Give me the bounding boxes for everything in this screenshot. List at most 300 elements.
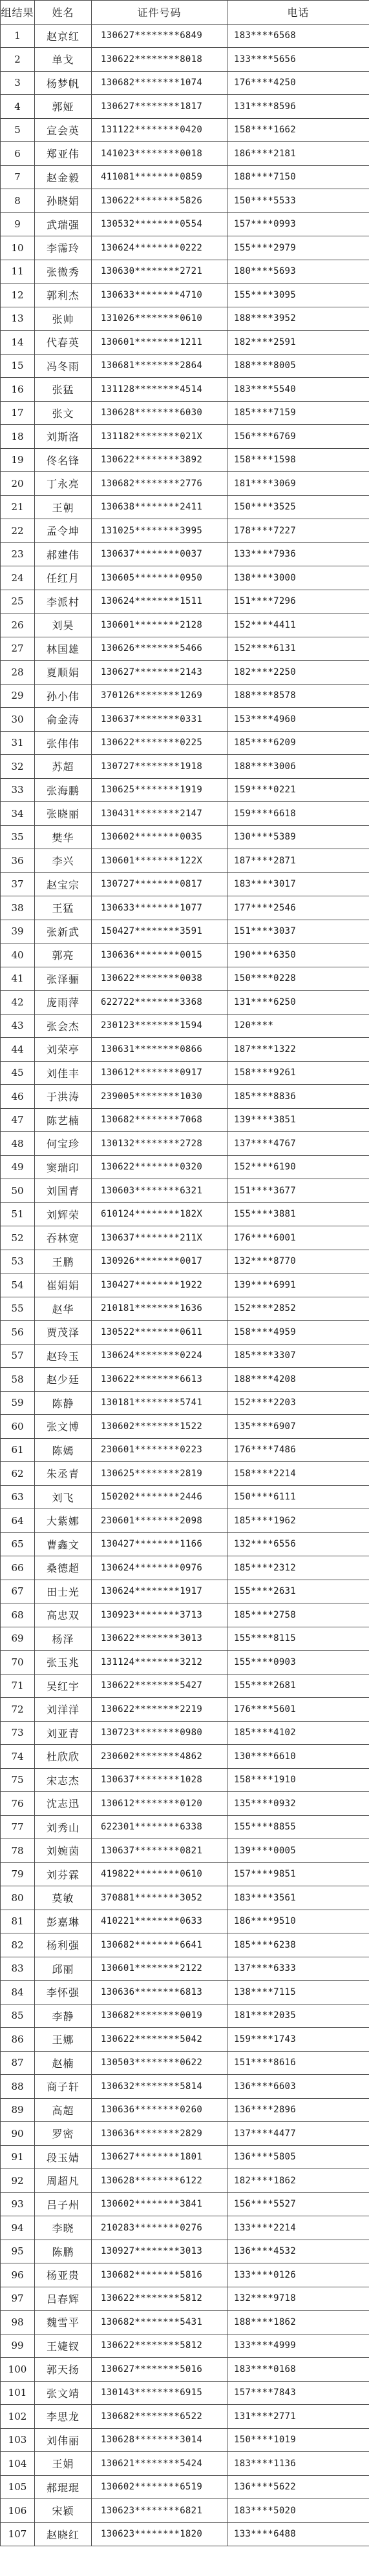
id-number: 370126********1269: [92, 684, 227, 708]
id-number: 622722********3368: [92, 991, 227, 1015]
table-row: [1, 472, 369, 496]
id-number: 130681********2864: [92, 354, 227, 378]
row-number: 18: [1, 425, 35, 449]
table-row: [1, 943, 369, 967]
person-name: 张晓丽: [35, 802, 92, 826]
id-number: 130612********0917: [92, 1061, 227, 1085]
row-number: 22: [1, 519, 35, 543]
id-number: 130532********0554: [92, 212, 227, 236]
id-number: 130622********2219: [92, 1698, 227, 1722]
row-number: 106: [1, 2499, 35, 2523]
table-row: [1, 542, 369, 566]
table-row: [1, 1391, 369, 1415]
table-row: [1, 1698, 369, 1722]
person-name: 刘荣亭: [35, 1038, 92, 1062]
id-number: 130624********0222: [92, 236, 227, 260]
person-name: 邱丽: [35, 1957, 92, 1981]
phone-number: 135****6907: [227, 1415, 369, 1439]
row-number: 96: [1, 2263, 35, 2287]
row-number: 4: [1, 95, 35, 119]
phone-number: 155****8115: [227, 1627, 369, 1651]
phone-number: 158****1598: [227, 448, 369, 472]
person-name: 郝建伟: [35, 542, 92, 566]
id-number: 130923********3713: [92, 1603, 227, 1627]
phone-number: 186****2181: [227, 142, 369, 166]
table-row: [1, 590, 369, 613]
person-name: 段玉婧: [35, 2145, 92, 2169]
row-number: 45: [1, 1061, 35, 1085]
table-row: [1, 236, 369, 260]
person-name: 郑亚伟: [35, 142, 92, 166]
id-number: 130623********6821: [92, 2499, 227, 2523]
phone-number: 133****7936: [227, 542, 369, 566]
phone-number: 153****4960: [227, 708, 369, 732]
table-row: [1, 2287, 369, 2311]
row-number: 33: [1, 778, 35, 802]
person-name: 武瑞强: [35, 212, 92, 236]
id-number: 130503********0622: [92, 2051, 227, 2075]
person-name: 宋志杰: [35, 1768, 92, 1792]
table-row: [1, 2169, 369, 2193]
table-row: [1, 1674, 369, 1698]
row-number: 69: [1, 1627, 35, 1651]
row-number: 15: [1, 354, 35, 378]
table-row: [1, 1839, 369, 1863]
row-number: 43: [1, 1014, 35, 1038]
row-number: 24: [1, 566, 35, 590]
phone-number: 185****6209: [227, 731, 369, 755]
person-name: 冯冬雨: [35, 354, 92, 378]
phone-number: 155****2631: [227, 1580, 369, 1603]
table-row: [1, 71, 369, 95]
row-number: 78: [1, 1839, 35, 1863]
row-number: 86: [1, 2028, 35, 2052]
table-row: [1, 2475, 369, 2499]
row-number: 48: [1, 1132, 35, 1156]
person-name: 杜欣欣: [35, 1745, 92, 1769]
table-row: [1, 118, 369, 142]
table-row: [1, 95, 369, 119]
id-number: 130622********0320: [92, 1155, 227, 1179]
table-row: [1, 1862, 369, 1886]
row-number: 100: [1, 2358, 35, 2382]
person-name: 郭娅: [35, 95, 92, 119]
id-number: 130622********5427: [92, 1674, 227, 1698]
table-row: [1, 354, 369, 378]
row-number: 27: [1, 637, 35, 661]
person-name: 商子轩: [35, 2075, 92, 2099]
table-row: [1, 2098, 369, 2122]
phone-number: 188****8578: [227, 684, 369, 708]
person-name: 张文靖: [35, 2381, 92, 2405]
person-name: 刘婉茵: [35, 1839, 92, 1863]
phone-number: 188****1862: [227, 2311, 369, 2334]
phone-number: 183****1136: [227, 2452, 369, 2476]
id-number: 150202********2446: [92, 1485, 227, 1509]
row-number: 1: [1, 24, 35, 48]
phone-number: 133****4999: [227, 2334, 369, 2358]
id-number: 130622********5042: [92, 2028, 227, 2052]
person-name: 刘芬霖: [35, 1862, 92, 1886]
row-number: 50: [1, 1179, 35, 1203]
person-name: 桑德超: [35, 1556, 92, 1580]
id-number: 130623********1820: [92, 2522, 227, 2546]
person-name: 张玉兆: [35, 1651, 92, 1674]
person-name: 张文博: [35, 1415, 92, 1439]
row-number: 65: [1, 1532, 35, 1556]
person-name: 周超凡: [35, 2169, 92, 2193]
id-number: 130624********1511: [92, 590, 227, 613]
row-number: 70: [1, 1651, 35, 1674]
person-name: 刘飞: [35, 1485, 92, 1509]
id-number: 130622********0038: [92, 967, 227, 991]
table-row: [1, 2522, 369, 2546]
table-row: [1, 849, 369, 873]
person-name: 张微秀: [35, 260, 92, 283]
row-number: 6: [1, 142, 35, 166]
person-name: 张猛: [35, 378, 92, 402]
row-number: 26: [1, 613, 35, 637]
row-number: 13: [1, 307, 35, 331]
table-row: [1, 2263, 369, 2287]
table-row: [1, 1462, 369, 1486]
id-number: 130628********3014: [92, 2428, 227, 2452]
person-name: 王婕钗: [35, 2334, 92, 2358]
id-number: 131128********4514: [92, 378, 227, 402]
id-number: 130601********2128: [92, 613, 227, 637]
phone-number: 137****6333: [227, 1957, 369, 1981]
phone-number: 152****4411: [227, 613, 369, 637]
row-number: 104: [1, 2452, 35, 2476]
id-number: 130627********1817: [92, 95, 227, 119]
person-name: 郝琨琨: [35, 2475, 92, 2499]
table-row: [1, 1933, 369, 1957]
person-name: 宣会英: [35, 118, 92, 142]
person-name: 宋颖: [35, 2499, 92, 2523]
id-number: 130143********6915: [92, 2381, 227, 2405]
phone-number: 136****4532: [227, 2240, 369, 2263]
phone-number: 151****3037: [227, 920, 369, 943]
row-number: 93: [1, 2192, 35, 2216]
phone-number: 150****3525: [227, 495, 369, 519]
person-name: 张海鹏: [35, 778, 92, 802]
person-name: 赵华: [35, 1297, 92, 1321]
phone-number: 188****3006: [227, 755, 369, 779]
id-number: 130601********2122: [92, 1957, 227, 1981]
phone-number: 136****5622: [227, 2475, 369, 2499]
table-row: [1, 1321, 369, 1345]
id-number: 131182********021X: [92, 425, 227, 449]
table-row: [1, 1509, 369, 1533]
table-row: [1, 1815, 369, 1839]
row-number: 83: [1, 1957, 35, 1981]
table-row: [1, 1957, 369, 1981]
row-number: 61: [1, 1438, 35, 1462]
row-number: 20: [1, 472, 35, 496]
table-row: [1, 260, 369, 283]
table-row: [1, 2334, 369, 2358]
phone-number: 188****8005: [227, 354, 369, 378]
table-row: [1, 378, 369, 402]
table-row: [1, 331, 369, 355]
row-number: 41: [1, 967, 35, 991]
id-number: 130601********1211: [92, 331, 227, 355]
id-number: 130625********1919: [92, 778, 227, 802]
table-row: [1, 613, 369, 637]
id-number: 130612********0120: [92, 1792, 227, 1816]
row-number: 102: [1, 2405, 35, 2429]
row-number: 71: [1, 1674, 35, 1698]
id-number: 130427********1922: [92, 1273, 227, 1297]
id-number: 130627********1801: [92, 2145, 227, 2169]
phone-number: 185****3307: [227, 1344, 369, 1368]
table-row: [1, 1792, 369, 1816]
table-row: [1, 1910, 369, 1933]
table-row: [1, 519, 369, 543]
row-number: 80: [1, 1886, 35, 1910]
id-number: 130636********6813: [92, 1981, 227, 2004]
phone-number: 151****7296: [227, 590, 369, 613]
id-number: 130682********5431: [92, 2311, 227, 2334]
person-name: 孟令坤: [35, 519, 92, 543]
table-row: [1, 2075, 369, 2099]
table-row: [1, 2381, 369, 2405]
id-number: 130627********6849: [92, 24, 227, 48]
person-name: 丁永亮: [35, 472, 92, 496]
row-number: 14: [1, 331, 35, 355]
row-number: 47: [1, 1108, 35, 1132]
row-number: 10: [1, 236, 35, 260]
person-name: 沈志迅: [35, 1792, 92, 1816]
id-number: 130622********3892: [92, 448, 227, 472]
phone-number: 185****6238: [227, 1933, 369, 1957]
id-number: 130624********0224: [92, 1344, 227, 1368]
id-number: 130682********5816: [92, 2263, 227, 2287]
id-number: 131122********0420: [92, 118, 227, 142]
table-body: [1, 24, 369, 2546]
person-name: 赵宝宗: [35, 872, 92, 896]
row-number: 94: [1, 2216, 35, 2240]
id-number: 130603********6321: [92, 1179, 227, 1203]
id-number: 130625********2819: [92, 1462, 227, 1486]
person-name: 陈鹏: [35, 2240, 92, 2263]
row-number: 51: [1, 1202, 35, 1226]
phone-number: 150****6111: [227, 1485, 369, 1509]
row-number: 59: [1, 1391, 35, 1415]
phone-number: 139****0005: [227, 1839, 369, 1863]
person-name: 杨亚贵: [35, 2263, 92, 2287]
id-number: 130682********1074: [92, 71, 227, 95]
person-name: 张帅: [35, 307, 92, 331]
person-name: 于洪涛: [35, 1085, 92, 1109]
id-number: 131124********3212: [92, 1651, 227, 1674]
table-row: [1, 1038, 369, 1062]
phone-number: 176****7486: [227, 1438, 369, 1462]
person-name: 王娟: [35, 2452, 92, 2476]
table-row: [1, 731, 369, 755]
row-number: 44: [1, 1038, 35, 1062]
id-number: 130638********2411: [92, 495, 227, 519]
phone-number: 133****5656: [227, 48, 369, 72]
table-row: [1, 1202, 369, 1226]
phone-number: 185****2312: [227, 1556, 369, 1580]
person-name: 孙晓娟: [35, 189, 92, 213]
table-row: [1, 2358, 369, 2382]
phone-number: 130****6610: [227, 1745, 369, 1769]
id-number: 130622********3013: [92, 1627, 227, 1651]
person-name: 林国雄: [35, 637, 92, 661]
phone-number: 185****2758: [227, 1603, 369, 1627]
row-number: 46: [1, 1085, 35, 1109]
row-number: 42: [1, 991, 35, 1015]
row-number: 39: [1, 920, 35, 943]
person-name: 杨梦帆: [35, 71, 92, 95]
row-number: 68: [1, 1603, 35, 1627]
phone-number: 176****4250: [227, 71, 369, 95]
row-number: 5: [1, 118, 35, 142]
table-row: [1, 802, 369, 826]
row-number: 56: [1, 1321, 35, 1345]
phone-number: 136****5805: [227, 2145, 369, 2169]
id-number: 130628********6122: [92, 2169, 227, 2193]
row-number: 95: [1, 2240, 35, 2263]
id-number: 130682********6522: [92, 2405, 227, 2429]
person-name: 李思龙: [35, 2405, 92, 2429]
row-number: 82: [1, 1933, 35, 1957]
id-number: 410221********0633: [92, 1910, 227, 1933]
table-row: [1, 189, 369, 213]
person-name: 孙小伟: [35, 684, 92, 708]
phone-number: 152****2852: [227, 1297, 369, 1321]
person-name: 贾茂泽: [35, 1321, 92, 1345]
person-name: 郭天扬: [35, 2358, 92, 2382]
person-name: 刘洋洋: [35, 1698, 92, 1722]
table-row: [1, 24, 369, 48]
person-name: 莫敏: [35, 1886, 92, 1910]
person-name: 李晓: [35, 2216, 92, 2240]
row-number: 58: [1, 1368, 35, 1392]
row-number: 8: [1, 189, 35, 213]
id-number: 210283********0276: [92, 2216, 227, 2240]
row-number: 9: [1, 212, 35, 236]
id-number: 131025********3995: [92, 519, 227, 543]
phone-number: 158****1910: [227, 1768, 369, 1792]
phone-number: 183****5020: [227, 2499, 369, 2523]
table-row: [1, 661, 369, 685]
table-row: [1, 48, 369, 72]
person-name: 杨泽: [35, 1627, 92, 1651]
id-number: 130637********0821: [92, 1839, 227, 1863]
person-name: 代春英: [35, 331, 92, 355]
phone-number: 132****6556: [227, 1532, 369, 1556]
row-number: 28: [1, 661, 35, 685]
table-row: [1, 1556, 369, 1580]
row-number: 21: [1, 495, 35, 519]
person-name: 刘国青: [35, 1179, 92, 1203]
row-number: 57: [1, 1344, 35, 1368]
row-number: 89: [1, 2098, 35, 2122]
id-number: 130602********6519: [92, 2475, 227, 2499]
row-number: 92: [1, 2169, 35, 2193]
id-number: 130727********0817: [92, 872, 227, 896]
phone-number: 183****0168: [227, 2358, 369, 2382]
row-number: 19: [1, 448, 35, 472]
phone-number: 190****6350: [227, 943, 369, 967]
phone-number: 150****5533: [227, 189, 369, 213]
person-name: 高忠双: [35, 1603, 92, 1627]
row-number: 103: [1, 2428, 35, 2452]
row-number: 90: [1, 2122, 35, 2146]
id-number: 130631********0866: [92, 1038, 227, 1062]
row-number: 32: [1, 755, 35, 779]
row-number: 72: [1, 1698, 35, 1722]
id-number: 130181********5741: [92, 1391, 227, 1415]
row-number: 66: [1, 1556, 35, 1580]
row-number: 64: [1, 1509, 35, 1533]
header-id-number: 证件号码: [92, 1, 227, 25]
row-number: 75: [1, 1768, 35, 1792]
row-number: 23: [1, 542, 35, 566]
table-row: [1, 1721, 369, 1745]
phone-number: 182****2591: [227, 331, 369, 355]
row-number: 35: [1, 825, 35, 849]
phone-number: 135****0932: [227, 1792, 369, 1816]
id-number: 130637********211X: [92, 1226, 227, 1250]
phone-number: 155****3095: [227, 283, 369, 307]
phone-number: 132****9718: [227, 2287, 369, 2311]
person-name: 罗密: [35, 2122, 92, 2146]
person-name: 李静: [35, 2004, 92, 2028]
row-number: 97: [1, 2287, 35, 2311]
phone-number: 133****2214: [227, 2216, 369, 2240]
person-name: 刘斯洛: [35, 425, 92, 449]
person-name: 吕春辉: [35, 2287, 92, 2311]
row-number: 73: [1, 1721, 35, 1745]
row-number: 49: [1, 1155, 35, 1179]
table-row: [1, 1886, 369, 1910]
table-row: [1, 401, 369, 425]
row-number: 54: [1, 1273, 35, 1297]
person-name: 吞林宽: [35, 1226, 92, 1250]
table-row: [1, 1485, 369, 1509]
phone-number: 155****0903: [227, 1651, 369, 1674]
table-row: [1, 1368, 369, 1392]
row-number: 53: [1, 1250, 35, 1273]
person-name: 单戈: [35, 48, 92, 72]
id-number: 130682********2776: [92, 472, 227, 496]
row-number: 101: [1, 2381, 35, 2405]
person-name: 庞雨萍: [35, 991, 92, 1015]
id-number: 130682********6641: [92, 1933, 227, 1957]
table-header-row: [1, 1, 369, 25]
phone-number: 156****6769: [227, 425, 369, 449]
table-row: [1, 1344, 369, 1368]
table-row: [1, 1603, 369, 1627]
phone-number: 152****6190: [227, 1155, 369, 1179]
person-name: 赵晓红: [35, 2522, 92, 2546]
id-number: 130633********4710: [92, 283, 227, 307]
id-number: 130636********0260: [92, 2098, 227, 2122]
phone-number: 188****3952: [227, 307, 369, 331]
person-name: 张会杰: [35, 1014, 92, 1038]
id-number: 130628********6030: [92, 401, 227, 425]
table-row: [1, 755, 369, 779]
phone-number: 158****4959: [227, 1321, 369, 1345]
table-row: [1, 1415, 369, 1439]
table-row: [1, 1651, 369, 1674]
row-number: 55: [1, 1297, 35, 1321]
row-number: 40: [1, 943, 35, 967]
